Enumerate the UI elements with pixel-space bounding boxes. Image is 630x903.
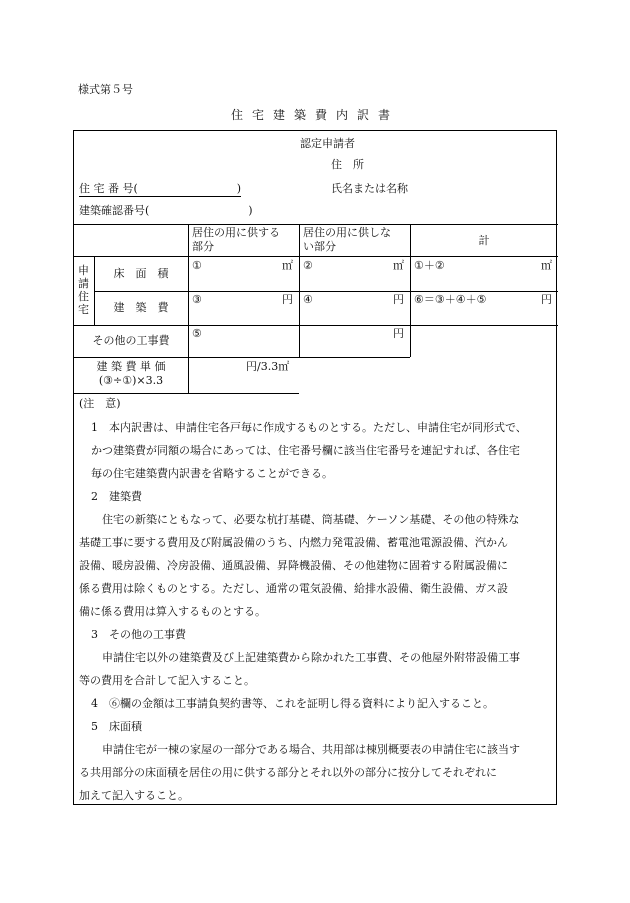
unit-price-line1: 建 築 費 単 価 xyxy=(96,360,166,373)
row-unit-price-label xyxy=(74,360,188,388)
notes-heading: (注 意) xyxy=(79,397,121,410)
form-number: 様式第５号 xyxy=(78,83,133,96)
cell-5-marker[interactable]: ⑤ xyxy=(192,327,202,340)
note-line: 備に係る費用は算入するものとする。 xyxy=(79,605,266,618)
unit-price-line2: (③÷①)×3.3 xyxy=(98,374,164,387)
other-row-line xyxy=(74,357,410,358)
housing-number-label: 住 宅 番 号( ) xyxy=(79,182,242,195)
cell-4-unit: 円 xyxy=(393,293,404,306)
row-group-label: 申請住宅 xyxy=(78,264,89,316)
cell-12-marker[interactable]: ①＋② xyxy=(414,259,445,272)
col-non-residential-line2: い部分 xyxy=(303,240,336,253)
cell-2-unit: ㎡ xyxy=(393,259,404,272)
header-bottom-line xyxy=(74,256,558,257)
row-other-costs-label: その他の工事費 xyxy=(92,334,170,347)
housing-number-field[interactable] xyxy=(79,182,241,196)
row-floor-area-label: 床 面 積 xyxy=(113,267,169,280)
note-line: 係る費用は除くものとする。ただし、通常の電気設備、給排水設備、衛生設備、ガス設 xyxy=(79,582,508,595)
col-non-residential-line1: 居住の用に供しな xyxy=(303,226,391,239)
cell-5-unit: 円 xyxy=(393,327,404,340)
col-residential-line1: 居住の用に供する xyxy=(192,226,280,239)
applicant-name-label: 氏名または名称 xyxy=(331,182,408,195)
note-line: かつ建築費が同額の場合にあっては、住宅番号欄に該当住宅番号を連記すれば、各住宅 xyxy=(91,444,520,457)
note-line: る共用部分の床面積を居住の用に供する部分とそれ以外の部分に按分してそれぞれに xyxy=(79,766,497,779)
note-line: 住宅の新築にともなって、必要な杭打基礎、筒基礎、ケーソン基礎、その他の特殊な xyxy=(102,513,520,526)
floor-row-line xyxy=(94,291,558,292)
cell-3-unit: 円 xyxy=(282,293,293,306)
note-line: 毎の住宅建築費内訳書を省略することができる。 xyxy=(91,467,333,480)
col-total-header: 計 xyxy=(478,234,490,247)
document-title: 住宅建築費内訳書 xyxy=(230,108,399,122)
label-divider xyxy=(188,224,189,393)
note-line: 2 建築費 xyxy=(91,490,142,503)
note-line: 4 ⑥欄の金額は工事請負契約書等、これを証明し得る資料により記入すること。 xyxy=(91,697,494,710)
applicant-address-label: 住 所 xyxy=(331,158,364,171)
col-residential-line2: 部分 xyxy=(192,240,214,253)
breakdown-form xyxy=(73,130,557,805)
note-line: 1 本内訳書は、申請住宅各戸毎に作成するものとする。ただし、申請住宅が同形式で、 xyxy=(91,421,527,434)
building-confirmation-field[interactable]: 建築確認番号( ) xyxy=(79,204,253,217)
cell-6-unit: 円 xyxy=(541,293,552,306)
col-non-residential-header xyxy=(303,226,391,254)
note-line: 設備、暖房設備、冷房設備、通風設備、昇降機設備、その他建物に固着する附属設備に xyxy=(79,559,508,572)
cost-row-line xyxy=(74,325,558,326)
table-top-line xyxy=(74,224,558,225)
note-line: 加えて記入すること。 xyxy=(79,789,189,802)
unit-price-unit[interactable]: 円/3.3㎡ xyxy=(246,360,290,373)
cell-1-unit: ㎡ xyxy=(282,259,293,272)
note-line: 等の費用を合計して記入すること。 xyxy=(79,674,255,687)
note-line: 申請住宅が一棟の家屋の一部分である場合、共用部は棟別概要表の申請住宅に該当す xyxy=(102,743,520,756)
applicant-heading: 認定申請者 xyxy=(300,137,355,150)
unit-row-line xyxy=(74,393,299,394)
note-line: 基礎工事に要する費用及び附属設備のうち、内燃力発電設備、蓄電池電源設備、汽かん xyxy=(79,536,508,549)
cell-1-marker[interactable]: ① xyxy=(192,259,202,272)
cell-12-unit: ㎡ xyxy=(541,259,552,272)
col-residential-header xyxy=(192,226,280,254)
cell-6-marker[interactable]: ⑥＝③＋④＋⑤ xyxy=(414,293,487,306)
col1-divider xyxy=(299,224,300,357)
cell-2-marker[interactable]: ② xyxy=(303,259,313,272)
note-line: 3 その他の工事費 xyxy=(91,628,186,641)
row-construction-cost-label: 建 築 費 xyxy=(113,301,169,314)
note-line: 申請住宅以外の建築費及び上記建築費から除かれた工事費、その他屋外附帯設備工事 xyxy=(102,651,520,664)
cell-3-marker[interactable]: ③ xyxy=(192,293,202,306)
cell-4-marker[interactable]: ④ xyxy=(303,293,313,306)
note-line: 5 床面積 xyxy=(91,720,142,733)
